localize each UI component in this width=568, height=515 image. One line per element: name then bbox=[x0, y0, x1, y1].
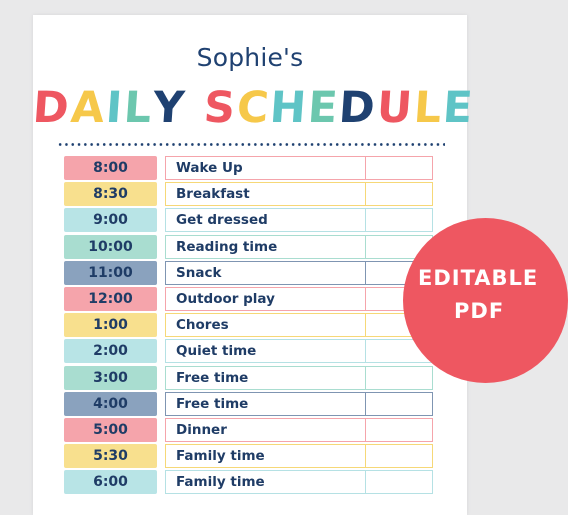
time-cell: 10:00 bbox=[64, 235, 157, 259]
title-letter: U bbox=[375, 83, 416, 133]
schedule-row bbox=[33, 287, 467, 311]
schedule-row bbox=[33, 339, 467, 363]
schedule-page bbox=[31, 15, 477, 515]
title-letter: D bbox=[337, 83, 379, 133]
schedule-row bbox=[33, 470, 467, 494]
title-letter: A bbox=[68, 83, 108, 133]
notes-field[interactable] bbox=[365, 418, 433, 442]
page-title bbox=[31, 83, 477, 133]
schedule-row bbox=[33, 156, 467, 180]
title-letter: L bbox=[122, 83, 156, 133]
schedule-row bbox=[33, 182, 467, 206]
time-cell: 12:00 bbox=[64, 287, 157, 311]
activity-field[interactable]: Wake Up bbox=[165, 156, 374, 180]
title-letter: I bbox=[104, 83, 126, 133]
activity-field[interactable]: Family time bbox=[165, 444, 374, 468]
schedule-row bbox=[33, 392, 467, 416]
child-name: Sophie's bbox=[196, 43, 304, 72]
schedule-row bbox=[33, 313, 467, 337]
time-cell: 1:00 bbox=[64, 313, 157, 337]
notes-field[interactable] bbox=[365, 470, 433, 494]
time-cell: 5:00 bbox=[64, 418, 157, 442]
badge-line-2: PDF bbox=[454, 299, 505, 323]
activity-field[interactable]: Get dressed bbox=[165, 208, 374, 232]
time-cell: 11:00 bbox=[64, 261, 157, 285]
time-cell: 3:00 bbox=[64, 366, 157, 390]
activity-field[interactable]: Snack bbox=[165, 261, 374, 285]
title-letter: S bbox=[201, 83, 239, 133]
activity-field[interactable]: Free time bbox=[165, 392, 374, 416]
activity-field[interactable]: Breakfast bbox=[165, 182, 374, 206]
title-letter: D bbox=[31, 83, 73, 133]
activity-field[interactable]: Quiet time bbox=[165, 339, 374, 363]
time-cell: 9:00 bbox=[64, 208, 157, 232]
activity-field[interactable]: Reading time bbox=[165, 235, 374, 259]
time-cell: 6:00 bbox=[64, 470, 157, 494]
schedule-row bbox=[33, 366, 467, 390]
schedule-row bbox=[33, 208, 467, 232]
title-letter: C bbox=[234, 83, 272, 133]
time-cell: 2:00 bbox=[64, 339, 157, 363]
time-cell: 8:00 bbox=[64, 156, 157, 180]
notes-field[interactable] bbox=[365, 156, 433, 180]
notes-field[interactable] bbox=[365, 444, 433, 468]
schedule-row bbox=[33, 235, 467, 259]
activity-field[interactable]: Free time bbox=[165, 366, 374, 390]
title-letter: E bbox=[441, 83, 477, 133]
notes-field[interactable] bbox=[365, 392, 433, 416]
badge-label bbox=[418, 262, 539, 328]
title-letter: H bbox=[268, 83, 310, 133]
notes-field[interactable] bbox=[365, 208, 433, 232]
notes-field[interactable] bbox=[365, 366, 433, 390]
notes-field[interactable] bbox=[365, 182, 433, 206]
time-cell: 5:30 bbox=[64, 444, 157, 468]
activity-field[interactable]: Chores bbox=[165, 313, 374, 337]
badge-line-1: EDITABLE bbox=[418, 266, 539, 290]
title-letter: E bbox=[306, 83, 342, 133]
title-letter: L bbox=[412, 83, 446, 133]
schedule-row bbox=[33, 444, 467, 468]
activity-field[interactable]: Dinner bbox=[165, 418, 374, 442]
schedule-row bbox=[33, 418, 467, 442]
title-letter: Y bbox=[151, 83, 189, 133]
activity-field[interactable]: Family time bbox=[165, 470, 374, 494]
time-cell: 8:30 bbox=[64, 182, 157, 206]
time-cell: 4:00 bbox=[64, 392, 157, 416]
activity-field[interactable]: Outdoor play bbox=[165, 287, 374, 311]
schedule-row bbox=[33, 261, 467, 285]
dotted-divider bbox=[57, 143, 445, 146]
